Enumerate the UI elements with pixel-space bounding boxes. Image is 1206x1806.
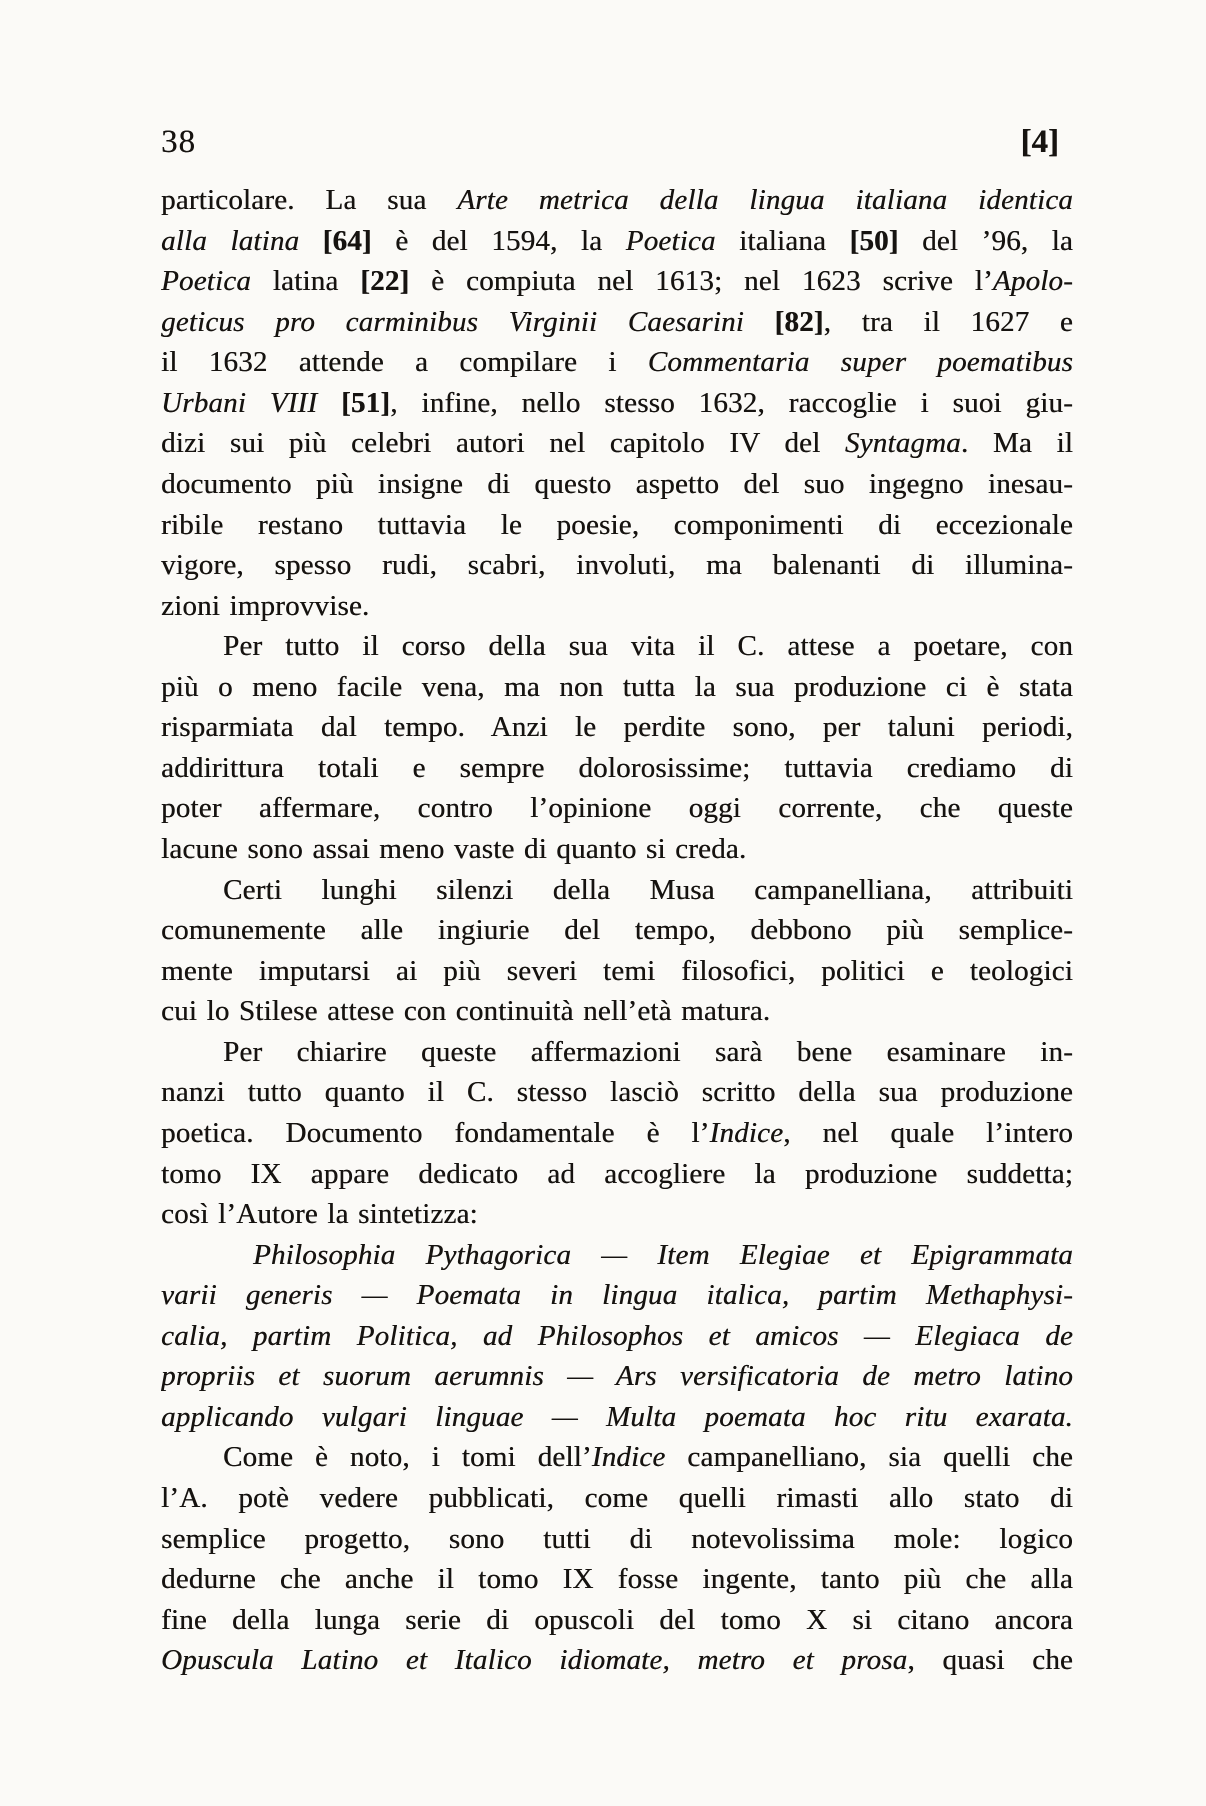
text-segment: italiana xyxy=(715,224,850,257)
reference-number: [51] xyxy=(341,386,391,419)
text-line xyxy=(161,505,1073,546)
text-segment: propriis et suorum aerumnis — Ars versificatoria de metro latino xyxy=(161,1360,1073,1393)
text-line xyxy=(161,870,1073,911)
text-segment: è compiuta nel 1613; nel 1623 scrive l’ xyxy=(409,265,993,298)
text-segment: così l’Autore la sintetizza: xyxy=(161,1198,478,1231)
text-line xyxy=(161,302,1073,343)
text-block xyxy=(161,180,1073,1681)
text-segment: , infine, nello stesso 1632, raccoglie i suoi giu- xyxy=(390,386,1073,419)
paragraph xyxy=(161,1437,1073,1680)
text-segment: nanzi tutto quanto il C. stesso lasciò scritto della sua produzione xyxy=(161,1076,1073,1109)
text-segment: Come è noto, i tomi dell’ xyxy=(223,1441,592,1474)
text-segment: Commentaria super poematibus xyxy=(647,346,1073,379)
text-segment: documento più insigne di questo aspetto del suo ingegno inesau- xyxy=(161,467,1073,500)
text-segment: , tra il 1627 e xyxy=(823,305,1073,338)
text-line xyxy=(161,1437,1073,1478)
text-line xyxy=(161,1559,1073,1600)
text-line xyxy=(161,788,1073,829)
text-segment: . Ma il xyxy=(960,427,1073,460)
reference-number: [22] xyxy=(360,265,410,298)
text-line xyxy=(161,1032,1073,1073)
text-segment: è del 1594, la xyxy=(371,224,626,257)
text-line xyxy=(161,180,1073,221)
text-line xyxy=(161,626,1073,667)
text-line xyxy=(161,748,1073,789)
text-segment: Apolo- xyxy=(992,265,1073,298)
text-line xyxy=(161,1519,1073,1560)
text-segment: Opuscula Latino et Italico idiomate, metro et prosa xyxy=(161,1644,908,1677)
text-segment: varii generis — Poemata in lingua italica, partim Methaphysi- xyxy=(161,1279,1073,1312)
text-segment: Indice xyxy=(709,1116,784,1149)
reference-number: [64] xyxy=(322,224,372,257)
text-segment: più o meno facile vena, ma non tutta la sua produzione ci è stata xyxy=(161,670,1073,703)
text-segment: ribile restano tuttavia le poesie, componimenti di eccezionale xyxy=(161,508,1073,541)
text-line xyxy=(161,1154,1073,1195)
text-segment: Poetica xyxy=(161,265,251,298)
text-segment: poetica. Documento fondamentale è l’ xyxy=(161,1116,710,1149)
text-segment: , quasi che xyxy=(907,1644,1073,1677)
text-segment: lacune sono assai meno vaste di quanto si creda. xyxy=(161,833,747,865)
text-segment: comunemente alle ingiurie del tempo, debbono più semplice- xyxy=(161,914,1073,947)
text-line xyxy=(161,1235,1073,1276)
text-segment: Poetica xyxy=(625,224,716,257)
text-segment: cui lo Stilese attese con continuità nell’età matura. xyxy=(161,995,771,1028)
text-segment: geticus pro carminibus Virginii Caesarini xyxy=(161,305,775,338)
text-line xyxy=(161,707,1073,748)
text-segment: il 1632 attende a compilare i xyxy=(161,346,648,379)
text-segment: l’A. potè vedere pubblicati, come quelli rimasti allo stato di xyxy=(161,1482,1073,1514)
text-line xyxy=(161,423,1073,464)
text-line xyxy=(161,342,1073,383)
text-segment: campanelliano, sia quelli che xyxy=(665,1441,1073,1474)
paragraph xyxy=(161,1235,1073,1438)
paragraph xyxy=(161,1032,1073,1235)
text-segment: dedurne che anche il tomo IX fosse ingente, tanto più che alla xyxy=(161,1563,1073,1596)
text-line xyxy=(161,1194,1073,1235)
text-segment: vigore, spesso rudi, scabri, involuti, ma balenanti di illumina- xyxy=(161,549,1073,582)
text-segment: , nel quale l’intero xyxy=(783,1116,1073,1149)
text-line xyxy=(161,1600,1073,1641)
text-line xyxy=(161,1356,1073,1397)
text-line xyxy=(161,667,1073,708)
text-line xyxy=(161,1478,1073,1519)
page-header xyxy=(161,124,1073,160)
text-segment: zioni improvvise. xyxy=(161,589,370,622)
text-segment: mente imputarsi ai più severi temi filosofici, politici e teologici xyxy=(161,954,1073,987)
text-segment: Syntagma xyxy=(844,427,961,460)
text-line xyxy=(161,1113,1073,1154)
paragraph xyxy=(161,626,1073,869)
text-line xyxy=(161,1316,1073,1357)
reference-number: [82] xyxy=(774,305,824,338)
text-line xyxy=(161,1275,1073,1316)
text-segment: Per chiarire queste affermazioni sarà bene esaminare in- xyxy=(223,1035,1073,1068)
text-segment: Philosophia Pythagorica — Item Elegiae et Epigrammata xyxy=(253,1238,1073,1271)
text-line xyxy=(161,586,1073,627)
text-line xyxy=(161,829,1073,870)
text-segment: latina xyxy=(250,265,361,298)
page-number: 38 xyxy=(161,124,196,160)
text-segment: Per tutto il corso della sua vita il C. attese a poetare, con xyxy=(223,630,1073,663)
text-segment: alla latina xyxy=(161,224,323,257)
text-segment: Urbani VIII xyxy=(161,386,342,419)
reference-number: [50] xyxy=(849,224,899,257)
text-line xyxy=(161,383,1073,424)
text-line xyxy=(161,221,1073,262)
text-segment: dizi sui più celebri autori nel capitolo IV del xyxy=(161,427,845,460)
text-segment: risparmiata dal tempo. Anzi le perdite sono, per taluni periodi, xyxy=(161,711,1073,744)
text-segment: del ’96, la xyxy=(898,224,1073,257)
text-segment: Arte metrica della lingua italiana identica xyxy=(457,184,1073,216)
paragraph xyxy=(161,180,1073,626)
text-segment: addirittura totali e sempre dolorosissime; tuttavia crediamo di xyxy=(161,751,1073,784)
text-segment: particolare. La sua xyxy=(161,184,458,216)
text-line xyxy=(161,991,1073,1032)
section-number: [4] xyxy=(1020,124,1059,160)
text-line xyxy=(161,545,1073,586)
text-segment: tomo IX appare dedicato ad accogliere la produzione suddetta; xyxy=(161,1157,1073,1190)
paragraph xyxy=(161,870,1073,1032)
text-segment: poter affermare, contro l’opinione oggi corrente, che queste xyxy=(161,792,1073,825)
text-segment: calia, partim Politica, ad Philosophos et amicos — Elegiaca de xyxy=(161,1319,1073,1352)
text-line xyxy=(161,261,1073,302)
text-segment: Indice xyxy=(591,1441,666,1474)
text-line xyxy=(161,951,1073,992)
text-segment: Certi lunghi silenzi della Musa campanelliana, attribuiti xyxy=(223,873,1073,906)
text-line xyxy=(161,1072,1073,1113)
text-segment: applicando vulgari linguae — Multa poemata hoc ritu exarata. xyxy=(161,1400,1073,1433)
text-line xyxy=(161,464,1073,505)
text-line xyxy=(161,910,1073,951)
text-line xyxy=(161,1640,1073,1681)
text-segment: semplice progetto, sono tutti di notevolissima mole: logico xyxy=(161,1522,1073,1555)
text-segment: fine della lunga serie di opuscoli del tomo X si citano ancora xyxy=(161,1603,1073,1636)
text-line xyxy=(161,1397,1073,1438)
